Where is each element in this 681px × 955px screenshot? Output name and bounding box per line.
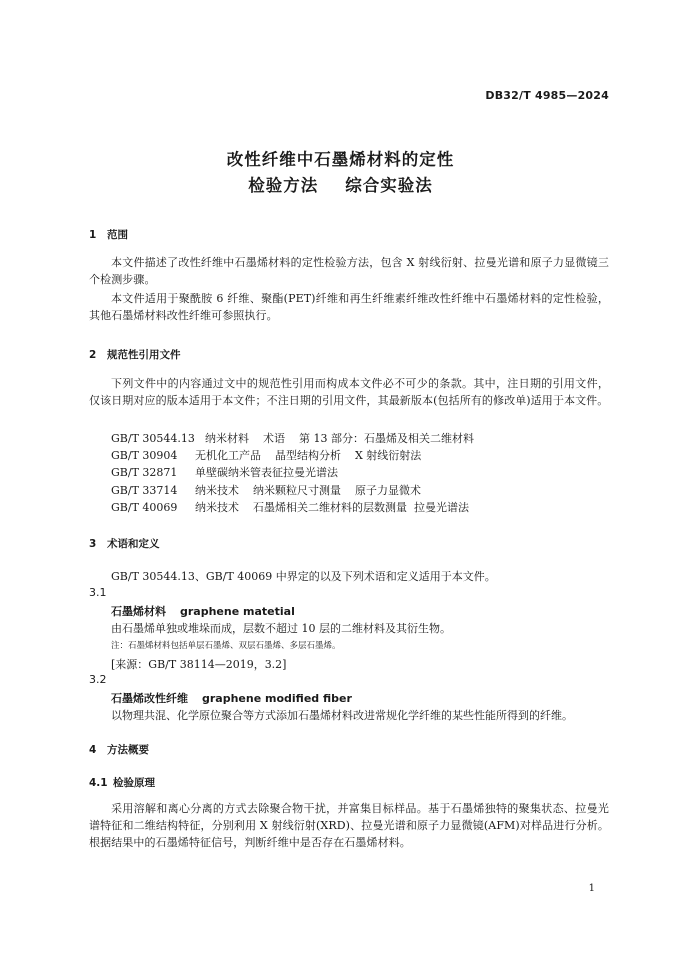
subsection-number: 4.1: [89, 777, 108, 789]
reference-code: GB/T 32871: [111, 466, 178, 479]
term-number: 3.2: [89, 673, 107, 686]
term-note: 注：石墨烯材料包括单层石墨烯、双层石墨烯、多层石墨烯。: [111, 641, 341, 651]
reference-title: 纳米技术 纳米颗粒尺寸测量 原子力显微术: [195, 484, 421, 497]
section-number: 3: [89, 538, 97, 550]
reference-code: GB/T 30544.13: [111, 432, 195, 445]
reference-item: [111, 499, 469, 515]
section-number: 4: [89, 744, 97, 756]
section-title: 方法概要: [107, 744, 149, 756]
page-number: 1: [588, 883, 595, 894]
section-title: 规范性引用文件: [107, 349, 181, 361]
section-3-heading: [89, 536, 160, 551]
term-en: graphene modified fiber: [202, 692, 352, 705]
section-3-intro: GB/T 30544.13、GB/T 40069 中界定的以及下列术语和定义适用于本文件。: [111, 570, 496, 583]
reference-title: 纳米材料 术语 第 13 部分：石墨烯及相关二维材料: [205, 432, 474, 445]
term-number: 3.1: [89, 586, 107, 599]
section-1-heading: [89, 227, 128, 242]
reference-item: [111, 464, 338, 480]
document-title-line2: 检验方法 综合实验法: [248, 176, 433, 195]
reference-item: [111, 482, 421, 498]
term-heading: [111, 603, 295, 619]
reference-code: GB/T 40069: [111, 501, 178, 514]
reference-code: GB/T 33714: [111, 484, 178, 497]
reference-title: 单壁碳纳米管表征拉曼光谱法: [195, 466, 338, 479]
term-zh: 石墨烯改性纤维: [111, 692, 188, 705]
subsection-4-1-paragraph: 采用溶解和离心分离的方式去除聚合物干扰，并富集目标样品。基于石墨烯独特的聚集状态、拉曼光谱特征和二维结构特征，分别利用 X 射线衍射(XRD)、拉曼光谱和原子力显微镜(AFM)对样品进行分析。根据结果中的石墨烯特征信号，判断纤维中是否存在石墨烯材料。: [89, 802, 609, 850]
reference-title: 无机化工产品 晶型结构分析 X 射线衍射法: [195, 449, 422, 462]
section-4-heading: [89, 742, 149, 757]
reference-item: [111, 447, 421, 463]
subsection-title: 检验原理: [113, 777, 155, 789]
section-number: 1: [89, 229, 97, 241]
term-source: [来源：GB/T 38114—2019，3.2]: [111, 658, 287, 671]
section-title: 范围: [107, 229, 128, 241]
document-title-line1: 改性纤维中石墨烯材料的定性: [226, 150, 455, 169]
term-en: graphene matetial: [180, 605, 295, 618]
reference-item: [111, 430, 474, 446]
term-heading: [111, 690, 352, 706]
term-definition: 以物理共混、化学原位聚合等方式添加石墨烯材料改进常规化学纤维的某些性能所得到的纤维。: [111, 709, 573, 722]
section-2-heading: [89, 347, 181, 362]
standard-code: DB32/T 4985—2024: [485, 89, 609, 102]
reference-code: GB/T 30904: [111, 449, 178, 462]
section-title: 术语和定义: [107, 538, 160, 550]
reference-title: 纳米技术 石墨烯相关二维材料的层数测量 拉曼光谱法: [195, 501, 469, 514]
section-1-paragraph-2: 本文件适用于聚酰胺 6 纤维、聚酯(PET)纤维和再生纤维素纤维改性纤维中石墨烯材料的定性检验，其他石墨烯材料改性纤维可参照执行。: [89, 292, 609, 323]
term-zh: 石墨烯材料: [111, 605, 166, 618]
section-1-paragraph-1: 本文件描述了改性纤维中石墨烯材料的定性检验方法，包含 X 射线衍射、拉曼光谱和原子力显微镜三个检测步骤。: [89, 256, 609, 287]
term-definition: 由石墨烯单独或堆垛而成，层数不超过 10 层的二维材料及其衍生物。: [111, 622, 451, 635]
subsection-4-1-heading: [89, 775, 155, 790]
section-number: 2: [89, 349, 97, 361]
section-2-paragraph-1: 下列文件中的内容通过文中的规范性引用而构成本文件必不可少的条款。其中，注日期的引用文件，仅该日期对应的版本适用于本文件；不注日期的引用文件，其最新版本(包括所有的修改单)适用于本文件。: [89, 377, 609, 408]
